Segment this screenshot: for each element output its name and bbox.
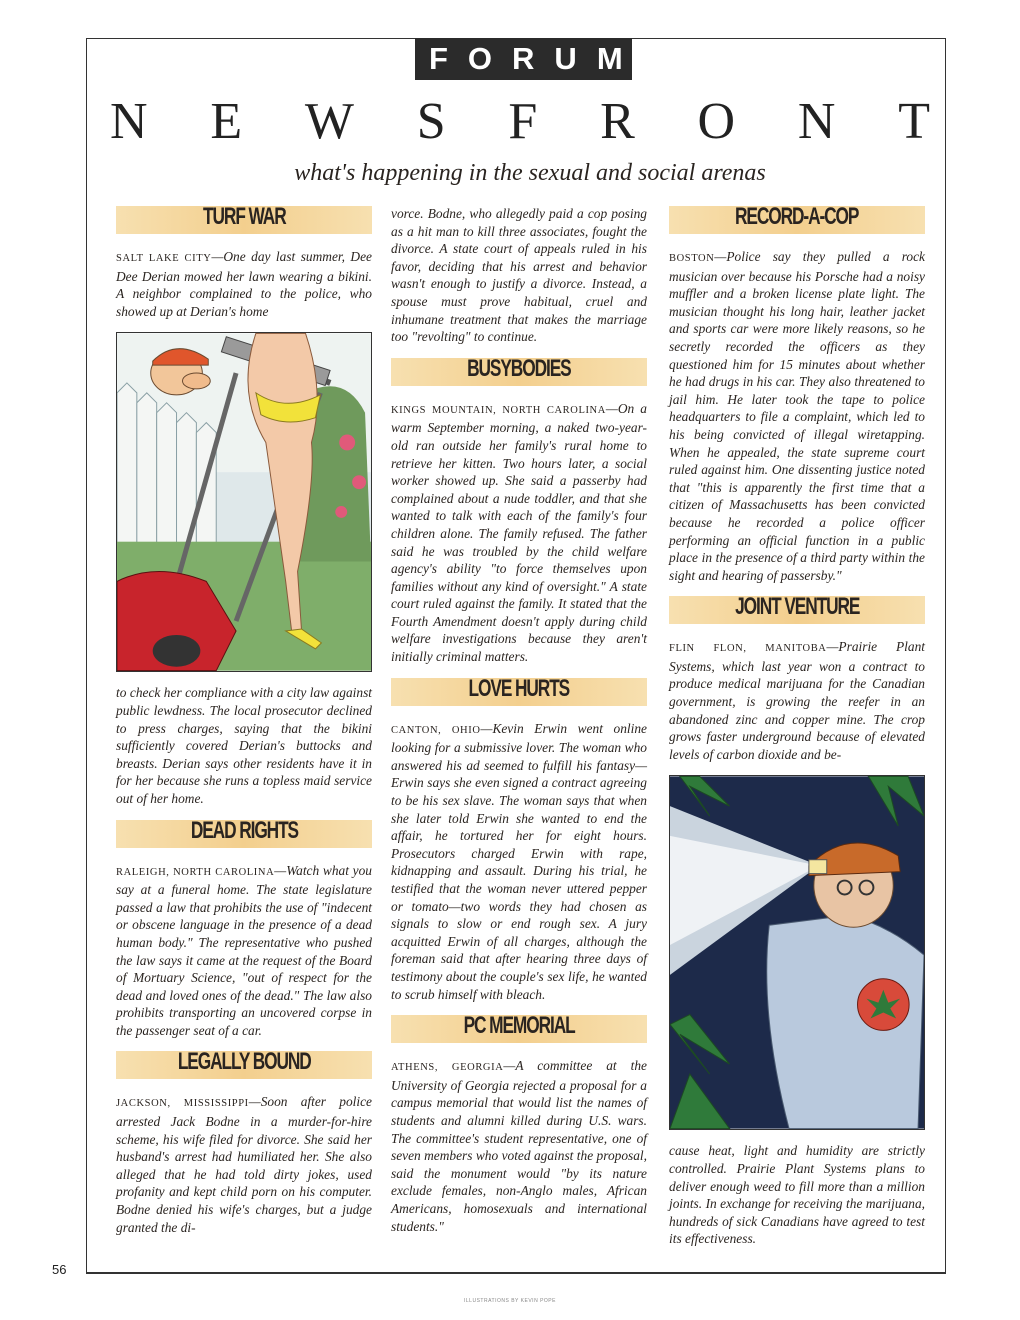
page-number: 56 xyxy=(52,1262,67,1277)
article-busybodies-text: KINGS MOUNTAIN, NORTH CAROLINA—On a warm September morning, a naked two-year-old ran outside her family's rural home to retrieve her kitten. Two hours later, a social worker showed up. She said a passerby had complained about a nude toddler, and that she wanted to talk with each of the family's four children alone. The family refused. The father said he was troubled by the child welfare agency's ability "to force themselves upon families without any kind of oversight." A state court ruled against the family. It stated that the Fourth Amendment doesn't apply during child welfare investigations because they aren't initially criminal matters. xyxy=(391,400,647,665)
article-legally-bound-text-1: JACKSON, MISSISSIPPI—Soon after police arrested Jack Bodne in a murder-for-hire scheme, his wife filed for divorce. She said her husband's arrest had humiliated her. She also alleged that he had told dirty jokes, used profanity and kept child porn on his computer. Bodne denied his wife's charges, but a judge granted the di- xyxy=(116,1094,372,1235)
title-letter: S xyxy=(416,93,446,150)
article-legally-bound-text-2: vorce. Bodne, who allegedly paid a cop posing as a hit man to kill three associates, fought the divorce. A state court of appeals ruled in his favor, deciding that his arrest and behavior wasn't enough to justify a divorce. Instead, a spouse must prove habitual, cruel and inhumane treatment that makes the marriage too "revolting" to continue. xyxy=(391,206,647,345)
article-record-a-cop-text: BOSTON—Police say they pulled a rock musician over because his Porsche had a noisy muffler and a broken license plate light. The musician thought his long hair, leather jacket and sports car were more likely reasons, so he secretly recorded the officers as they questioned him for 15 minutes about whether he had drugs in his car. They also threatened to jail him. He later took the tape to police headquarters to file a complaint, which led to his being convicted of illegal wiretapping. When he appealed, the state supreme court ruled against him. One dissenting justice noted that "this is apparently the first time that a citizen of Massachusetts has been convicted because he recorded a police officer performing an official function in a public place in the presence of a third party within the sight and hearing of passersby." xyxy=(669,249,925,583)
article-header-love-hurts: LOVE HURTS xyxy=(391,678,647,706)
title-letter: N xyxy=(110,93,148,150)
article-header-legally-bound: LEGALLY BOUND xyxy=(116,1051,372,1079)
article-dead-rights-text: RALEIGH, NORTH CAROLINA—Watch what you say at a funeral home. The state legislature passed a law that prohibits the use of "indecent or obscene language in the presence of a dead human body." The representative who pushed the law says it came at the request of the Board of Mortuary Science, "out of respect for the dead and loved ones of the dead." The law also prohibits transporting an uncovered corpse in the passenger seat of a car. xyxy=(116,862,372,1038)
article-header-pc-memorial: PC MEMORIAL xyxy=(391,1015,647,1043)
lawnmower-bikini-illustration xyxy=(116,332,372,672)
article-pc-memorial-text: ATHENS, GEORGIA—A committee at the University of Georgia rejected a proposal for a campus memorial that would list the names of students and alumni killed during U.S. wars. The committee's student representative, one of seven members who voted against the proposal, said the monument would "by its nature exclude females, non-Anglo males, African Americans, homosexuals and international students." xyxy=(391,1058,647,1234)
title-letter: F xyxy=(508,93,538,150)
title-letter: W xyxy=(304,93,354,150)
title-letter: T xyxy=(898,93,930,150)
article-joint-venture-text-2: cause heat, light and humidity are strictly controlled. Prairie Plant Systems plans to deliver enough weed to fill more than a million joints. In exchange for receiving the marijuana, hundreds of sick Canadians have agreed to test its effectiveness. xyxy=(669,1143,925,1247)
dateline: SALT LAKE CITY xyxy=(116,253,212,264)
miner-marijuana-illustration xyxy=(669,775,925,1130)
forum-label: FORUM xyxy=(415,38,632,80)
title-letter: E xyxy=(210,93,243,150)
dateline: JACKSON, MISSISSIPPI xyxy=(116,1098,249,1110)
article-header-turf-war: TURF WAR xyxy=(116,206,372,234)
title-letter: O xyxy=(697,93,736,150)
dateline: ATHENS, GEORGIA xyxy=(391,1062,504,1074)
dateline: RALEIGH, NORTH CAROLINA xyxy=(116,866,275,878)
newsfront-title xyxy=(110,92,930,152)
column-3 xyxy=(669,200,925,1260)
subtitle: what's happening in the sexual and social arenas xyxy=(294,160,766,186)
article-header-dead-rights: DEAD RIGHTS xyxy=(116,820,372,848)
title-letter: N xyxy=(797,93,836,150)
illustration-credit: ILLUSTRATIONS BY KEVIN POPE xyxy=(464,1298,556,1304)
article-turf-war-text-2: to check her compliance with a city law against public lewdness. The local prosecutor declined to press charges, saying that the bikini sufficiently covered Derian's buttocks and breasts. Derian says other residents have it in for her because she runs a topless maid service out of her home. xyxy=(116,685,372,806)
article-joint-venture-text-1: FLIN FLON, MANITOBA—Prairie Plant Systems, which last year won a contract to produce medical marijuana for the Canadian government, is growing the reefer in an abandoned zinc and copper mine. The crop grows faster underground because of elevated levels of carbon dioxide and be- xyxy=(669,639,925,762)
column-1 xyxy=(116,200,372,1248)
dateline: CANTON, OHIO xyxy=(391,724,481,736)
article-header-joint-venture: JOINT VENTURE xyxy=(669,596,925,624)
article-header-record-a-cop: RECORD-A-COP xyxy=(669,206,925,234)
bottom-rule xyxy=(86,1272,946,1274)
dateline: BOSTON xyxy=(669,253,715,264)
title-letter: R xyxy=(600,93,635,150)
dateline: KINGS MOUNTAIN, NORTH CAROLINA xyxy=(391,404,606,416)
column-2 xyxy=(391,205,647,1247)
article-love-hurts-text: CANTON, OHIO—Kevin Erwin went online looking for a submissive lover. The woman who answered his ad seemed to fulfill his fantasy—Erwin says she even signed a contract agreeing to be his sex slave. The woman says that when she later told Erwin she wanted to end the affair, he tortured her for eight hours. Prosecutors charged Erwin with rape, kidnapping and assault. During his trial, he testified that the woman never uttered pepper or tomato—two words they had chosen as signals to slow or end rough sex. A jury acquitted Erwin of all charges, although the foreman said that after hearing three days of testimony about the couple's sex life, he wanted to scrub himself with bleach. xyxy=(391,720,647,1002)
article-turf-war-text-1: SALT LAKE CITY—One day last summer, Dee Dee Derian mowed her lawn wearing a bikini. A neighbor complained to the police, who showed up at Derian's home xyxy=(116,249,372,319)
dateline: FLIN FLON, MANITOBA xyxy=(669,643,827,655)
article-header-busybodies: BUSYBODIES xyxy=(391,358,647,386)
